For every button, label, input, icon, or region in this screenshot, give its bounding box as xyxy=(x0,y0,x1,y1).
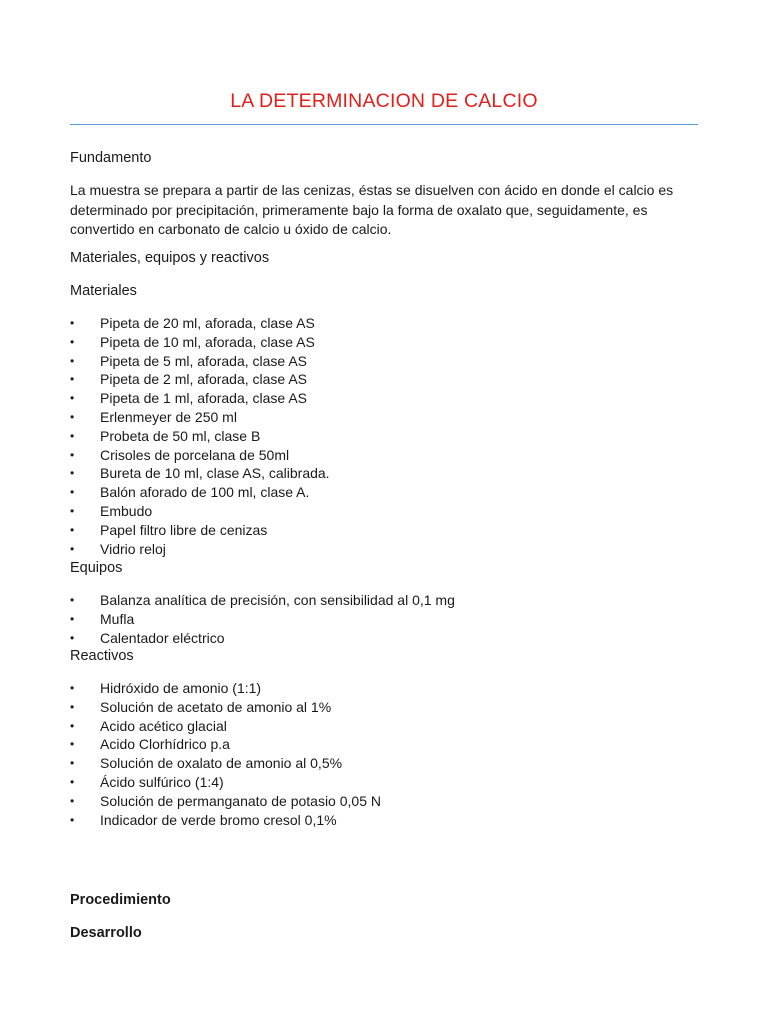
bullet-icon: • xyxy=(70,316,75,330)
bullet-icon: • xyxy=(70,372,75,387)
list-item: • Pipeta de 1 ml, aforada, clase AS xyxy=(70,390,308,407)
list-item: • Indicador de verde bromo cresol 0,1% xyxy=(70,811,337,828)
list-item: • Balanza analítica de precisión, con sensibilidad al 0,1 mg xyxy=(70,592,455,608)
list-item: • Hidróxido de amonio (1:1) xyxy=(70,680,262,696)
list-item: • Bureta de 10 ml, clase AS, calibrada. xyxy=(70,465,330,482)
list-item: • Acido Clorhídrico p.a xyxy=(70,736,230,753)
bullet-icon: • xyxy=(70,447,75,462)
bullet-icon: • xyxy=(70,611,75,626)
bullet-icon: • xyxy=(70,409,75,424)
bullet-icon: • xyxy=(70,466,75,481)
materiales-list xyxy=(70,314,690,558)
list-item: • Pipeta de 20 ml, aforada, clase AS xyxy=(70,315,315,331)
list-item: • Probeta de 50 ml, clase B xyxy=(70,427,261,444)
list-item: • Crisoles de porcelana de 50ml xyxy=(70,446,290,463)
bullet-icon: • xyxy=(70,718,75,733)
equipos-heading: Equipos xyxy=(70,560,123,576)
list-item: • Pipeta de 2 ml, aforada, clase AS xyxy=(70,371,308,388)
bullet-icon: • xyxy=(70,737,75,752)
fundamento-paragraph: La muestra se prepara a partir de las cenizas, éstas se disuelven con ácido en donde el calcio es determinado por precipitación, primeramente bajo la forma de oxalato que, seguidamente, es convertido en carbonato de calcio u óxido de calcio. xyxy=(70,182,674,237)
list-item: • Pipeta de 5 ml, aforada, clase AS xyxy=(70,352,308,369)
bullet-icon: • xyxy=(70,485,75,500)
list-item: • Embudo xyxy=(70,502,153,519)
bullet-icon: • xyxy=(70,391,75,406)
reactivos-heading: Reactivos xyxy=(70,648,134,664)
bullet-icon: • xyxy=(70,774,75,789)
list-item: • Solución de oxalato de amonio al 0,5% xyxy=(70,755,343,772)
bullet-icon: • xyxy=(70,428,75,443)
bullet-icon: • xyxy=(70,681,75,695)
bullet-icon: • xyxy=(70,699,75,714)
desarrollo-heading: Desarrollo xyxy=(70,925,142,941)
bullet-icon: • xyxy=(70,793,75,808)
list-item: • Acido acético glacial xyxy=(70,717,227,734)
materiales-heading: Materiales xyxy=(70,283,137,299)
bullet-icon: • xyxy=(70,522,75,537)
list-item: • Solución de acetato de amonio al 1% xyxy=(70,698,332,715)
title-underline-rule xyxy=(70,124,698,125)
list-item: • Solución de permanganato de potasio 0,05 N xyxy=(70,792,381,809)
list-item: • Calentador eléctrico xyxy=(70,629,225,646)
list-item: • Vidrio reloj xyxy=(70,540,166,557)
equipos-list xyxy=(70,591,690,647)
procedimiento-heading: Procedimiento xyxy=(70,892,171,908)
bullet-icon: • xyxy=(70,756,75,771)
bullet-icon: • xyxy=(70,334,75,349)
list-item: • Papel filtro libre de cenizas xyxy=(70,521,268,538)
fundamento-heading: Fundamento xyxy=(70,150,152,166)
list-item: • Ácido sulfúrico (1:4) xyxy=(70,773,224,790)
bullet-icon: • xyxy=(70,812,75,827)
bullet-icon: • xyxy=(70,541,75,556)
list-item: • Mufla xyxy=(70,610,135,627)
bullet-icon: • xyxy=(70,593,75,607)
list-item: • Erlenmeyer de 250 ml xyxy=(70,408,237,425)
list-item: • Pipeta de 10 ml, aforada, clase AS xyxy=(70,333,315,350)
reactivos-list xyxy=(70,679,690,829)
bullet-icon: • xyxy=(70,630,75,645)
materials-equipment-reagents-heading: Materiales, equipos y reactivos xyxy=(70,250,270,266)
bullet-icon: • xyxy=(70,503,75,518)
document-title: LA DETERMINACION DE CALCIO xyxy=(230,90,538,112)
bullet-icon: • xyxy=(70,353,75,368)
list-item: • Balón aforado de 100 ml, clase A. xyxy=(70,484,310,501)
